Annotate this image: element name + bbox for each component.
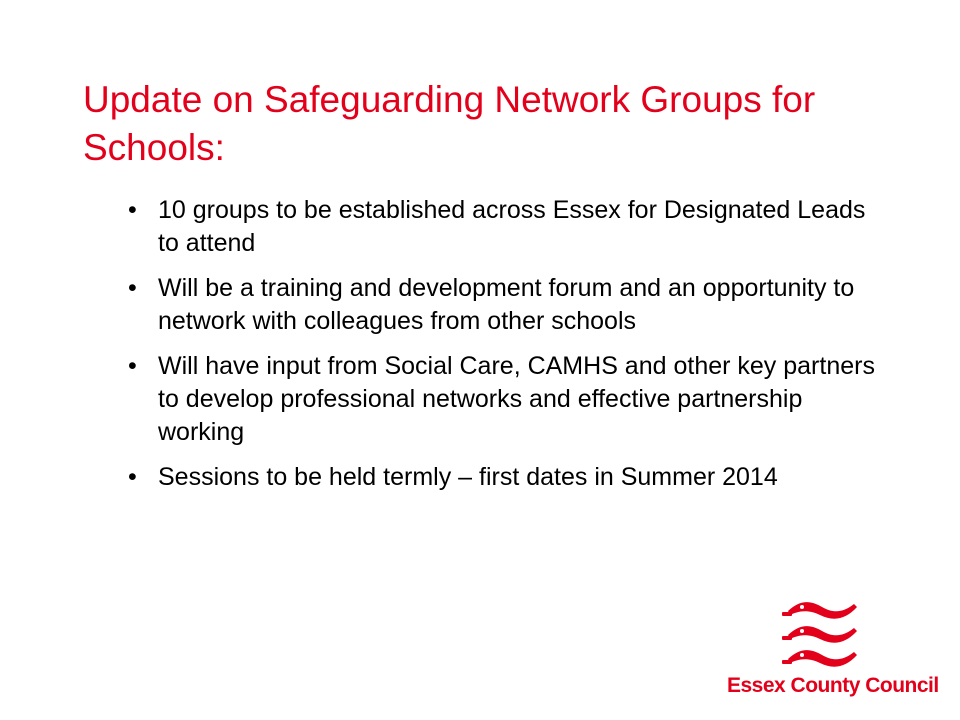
slide-title: Update on Safeguarding Network Groups for Schools: [83, 79, 816, 168]
bullet-dot: • [128, 274, 137, 302]
bullet-dot: • [128, 352, 137, 380]
list-item [128, 272, 888, 338]
bullet-text: Will have input from Social Care, CAMHS and other key partners to develop professional networks and effective partnership working [158, 352, 875, 446]
list-item [128, 194, 888, 260]
list-item [128, 350, 888, 449]
logo-text: Essex County Council [727, 674, 939, 697]
three-seaxes-icon [782, 597, 862, 671]
bullet-text: Will be a training and development forum and an opportunity to network with colleagues from other schools [158, 274, 855, 335]
essex-county-council-logo [727, 597, 939, 707]
bullet-text: Sessions to be held termly – first dates in Summer 2014 [158, 463, 778, 491]
list-item [128, 461, 888, 494]
bullet-dot: • [128, 463, 137, 491]
bullet-list [128, 194, 888, 506]
bullet-text: 10 groups to be established across Essex for Designated Leads to attend [158, 196, 866, 257]
bullet-dot: • [128, 196, 137, 224]
